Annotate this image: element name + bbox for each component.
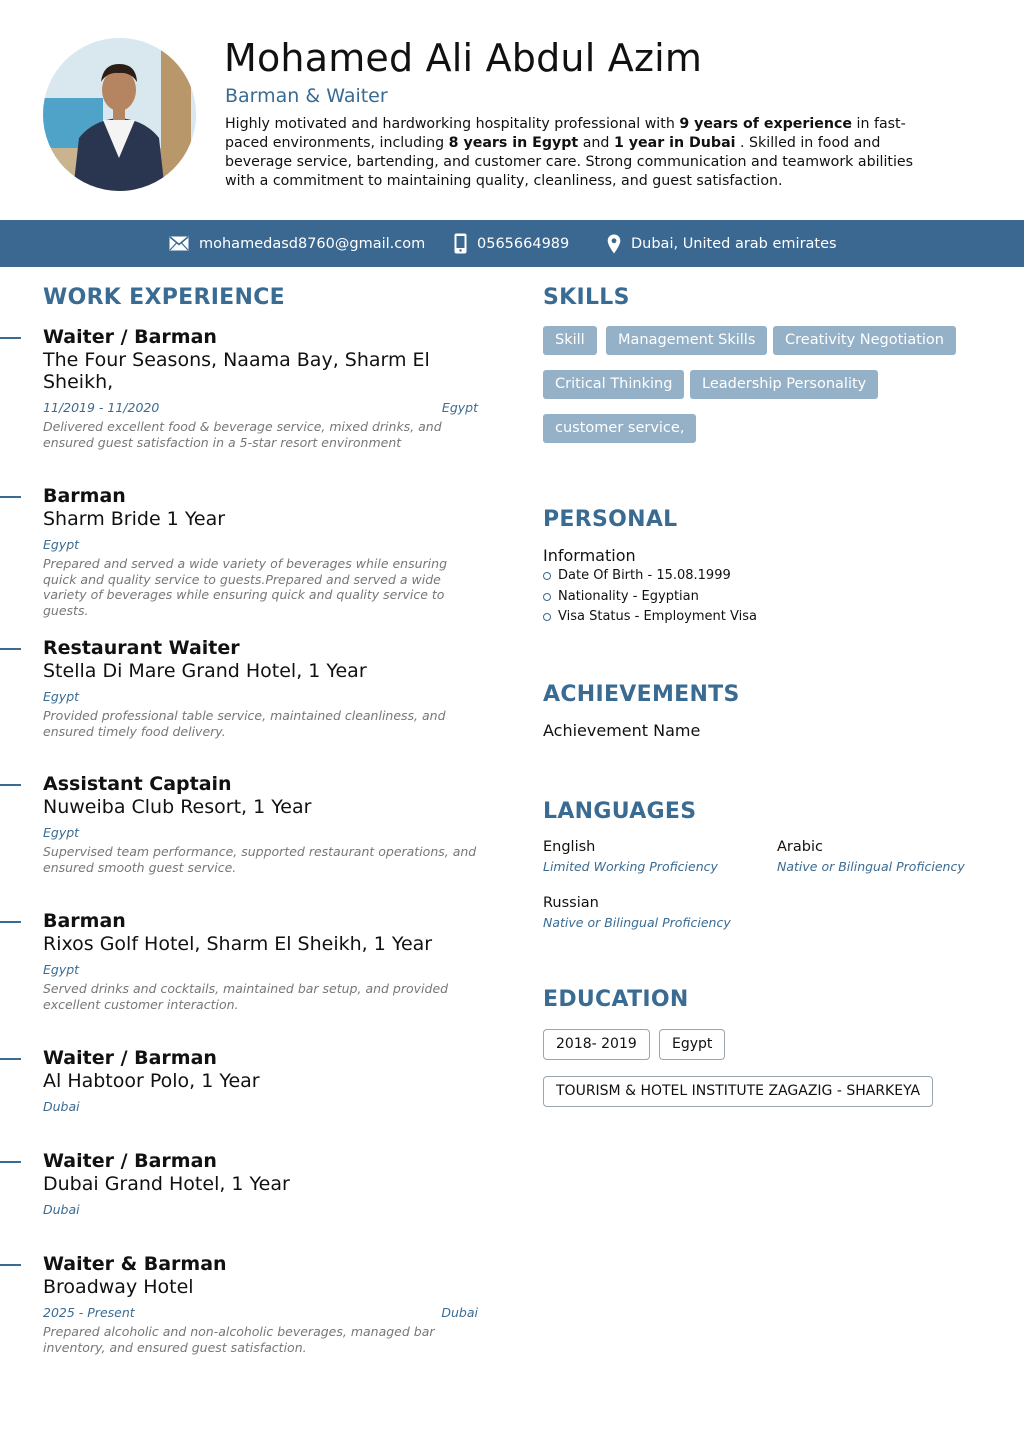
language-level: Limited Working Proficiency: [543, 859, 718, 874]
personal-item-text: Visa Status - Employment Visa: [558, 609, 757, 624]
job-date: 11/2019 - 11/2020: [43, 400, 160, 415]
skill-tag: Creativity Negotiation: [773, 326, 956, 355]
education-school: TOURISM & HOTEL INSTITUTE ZAGAZIG - SHARKEYA: [543, 1076, 933, 1107]
job-entry: [0, 1047, 500, 1122]
timeline-marker: [0, 784, 21, 786]
job-entry: [0, 1253, 500, 1363]
email-text: mohamedasd8760@gmail.com: [199, 235, 426, 252]
contact-location: [607, 220, 837, 267]
job-company: Rixos Golf Hotel, Sharm El Sheikh, 1 Year: [43, 933, 433, 955]
job-description: Delivered excellent food & beverage service, mixed drinks, and ensured guest satisfaction in a 5-star resort environment: [43, 419, 442, 450]
personal-item-text: Nationality - Egyptian: [558, 589, 699, 604]
job-title: Waiter / Barman: [43, 1047, 217, 1069]
job-title: Waiter / Barman: [43, 326, 217, 348]
job-company: Sharm Bride 1 Year: [43, 508, 226, 530]
language-level: Native or Bilingual Proficiency: [777, 859, 965, 874]
job-title: Waiter & Barman: [43, 1253, 227, 1275]
job-entry: [0, 773, 500, 883]
job-company: Al Habtoor Polo, 1 Year: [43, 1070, 260, 1092]
education-heading: EDUCATION: [543, 987, 689, 1012]
location-pin-icon: [607, 234, 621, 254]
job-company: The Four Seasons, Naama Bay, Sharm El Sheikh,: [43, 349, 430, 393]
job-description: Prepared and served a wide variety of beverages while ensuring quick and quality service to guests.Prepared and served a wide variety of beverages while ensuring quick and quality service to guests.: [43, 556, 448, 618]
profile-photo-image: [43, 38, 196, 191]
phone-icon: [454, 233, 467, 254]
skill-tag: Management Skills: [606, 326, 767, 355]
timeline-marker: [0, 1058, 21, 1060]
timeline-marker: [0, 496, 21, 498]
job-location: Egypt: [43, 962, 80, 977]
profile-summary: [225, 115, 940, 191]
personal-heading: PERSONAL: [543, 507, 678, 532]
job-entry: [0, 326, 500, 456]
summary-text: and: [578, 135, 614, 151]
envelope-icon: [169, 236, 189, 251]
job-entry: [0, 637, 500, 747]
personal-subtitle: Information: [543, 546, 636, 565]
candidate-name: Mohamed Ali Abdul Azim: [224, 36, 703, 80]
job-title: Assistant Captain: [43, 773, 232, 795]
job-company: Stella Di Mare Grand Hotel, 1 Year: [43, 660, 367, 682]
work-experience-heading: WORK EXPERIENCE: [43, 285, 285, 310]
job-location: Dubai: [43, 1202, 80, 1217]
job-title: Waiter / Barman: [43, 1150, 217, 1172]
job-entry: [0, 485, 500, 618]
timeline-marker: [0, 1264, 21, 1266]
achievements-heading: ACHIEVEMENTS: [543, 682, 740, 707]
contact-phone[interactable]: [454, 220, 569, 267]
job-role: Barman & Waiter: [225, 85, 388, 107]
job-company: Broadway Hotel: [43, 1276, 194, 1298]
job-entry: [0, 910, 500, 1020]
personal-item-text: Date Of Birth - 15.08.1999: [558, 568, 731, 583]
job-date: 2025 - Present: [43, 1305, 135, 1320]
languages-heading: LANGUAGES: [543, 799, 697, 824]
job-description: Served drinks and cocktails, maintained bar setup, and provided excellent customer interaction.: [43, 981, 449, 1012]
summary-highlight: 9 years of experience: [679, 116, 852, 132]
location-text: Dubai, United arab emirates: [631, 235, 837, 252]
job-entry: [0, 1150, 500, 1225]
job-location: Dubai: [43, 1099, 80, 1114]
skill-tag: Skill: [543, 326, 597, 355]
job-location: Egypt: [43, 689, 80, 704]
phone-text: 0565664989: [477, 235, 570, 252]
contact-email[interactable]: [169, 220, 425, 267]
bullet-icon: [543, 572, 551, 580]
skill-tag: Critical Thinking: [543, 370, 684, 399]
job-location: Dubai: [441, 1305, 478, 1320]
job-location: Egypt: [441, 400, 478, 415]
summary-text: . Skilled in food and beverage service, bartending, and customer care. Strong communication and teamwork abilities with a commitment to maintaining quality, cleanliness, and guest satisfaction.: [225, 135, 914, 189]
timeline-marker: [0, 921, 21, 923]
contact-bar: [0, 220, 1024, 267]
skills-heading: SKILLS: [543, 285, 630, 310]
summary-text: Highly motivated and hardworking hospitality professional with: [225, 116, 680, 132]
job-description: Provided professional table service, maintained cleanliness, and ensured timely food delivery.: [43, 708, 446, 739]
language-name: Russian: [543, 895, 599, 911]
education-years: 2018- 2019: [543, 1029, 650, 1060]
job-company: Nuweiba Club Resort, 1 Year: [43, 796, 312, 818]
summary-highlight: 8 years in Egypt: [448, 135, 579, 151]
job-title: Barman: [43, 485, 126, 507]
job-description: Supervised team performance, supported restaurant operations, and ensured smooth guest service.: [43, 844, 477, 875]
job-description: Prepared alcoholic and non-alcoholic beverages, managed bar inventory, and ensured guest satisfaction.: [43, 1324, 435, 1355]
timeline-marker: [0, 337, 21, 339]
summary-highlight: 1 year in Dubai: [613, 135, 736, 151]
timeline-marker: [0, 648, 21, 650]
summary-text: in fast-paced environments, including: [225, 116, 906, 151]
language-name: Arabic: [777, 839, 823, 855]
achievement-name: Achievement Name: [543, 721, 701, 740]
timeline-marker: [0, 1161, 21, 1163]
language-name: English: [543, 839, 596, 855]
bullet-icon: [543, 593, 551, 601]
skill-tag: customer service,: [543, 414, 696, 443]
job-location: Egypt: [43, 537, 80, 552]
job-title: Restaurant Waiter: [43, 637, 240, 659]
job-title: Barman: [43, 910, 126, 932]
education-location: Egypt: [659, 1029, 725, 1060]
language-level: Native or Bilingual Proficiency: [543, 915, 731, 930]
profile-photo: [43, 38, 196, 191]
bullet-icon: [543, 613, 551, 621]
skill-tag: Leadership Personality: [690, 370, 878, 399]
job-location: Egypt: [43, 825, 80, 840]
job-company: Dubai Grand Hotel, 1 Year: [43, 1173, 290, 1195]
